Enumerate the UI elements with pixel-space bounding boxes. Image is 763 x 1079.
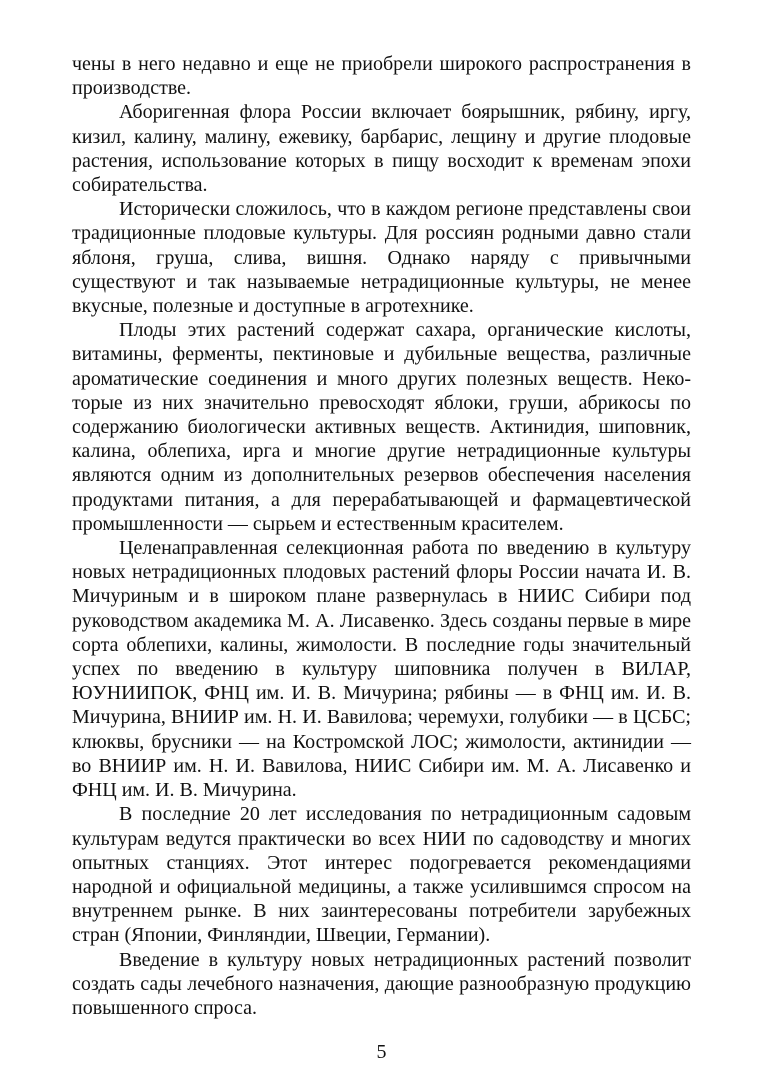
paragraph-conclusion: Введение в культуру новых нетрадиционных растений позволит создать сады лечебного назначения, дающие разнообразную продукцию повышенного спроса. [72, 948, 691, 1019]
paragraph-regional-crops: Исторически сложилось, что в каждом регионе представлены свои традиционные плодовые культуры. Для россиян родными давно стали яблоня, груша, слива, вишня. Однако наряду с привычными существуют и так называемые нетрадиционные культуры, не менее вкусные, полезные и доступные в агротехнике. [72, 198, 691, 318]
page-number: 5 [376, 1041, 387, 1063]
paragraph-recent-research: В последние 20 лет исследования по нетрадиционным садовым культурам ведутся практически во всех НИИ по садоводству и многих опытных станциях. Этот интерес подогревается рекомендациями народной и официальной медицины, а также усилившимся спросом на внутреннем рынке. В них заинтересованы потребители зарубежных стран (Японии, Финляндии, Швеции, Германии). [72, 803, 691, 947]
paragraph-fruit-composition: Плоды этих растений содержат сахара, органические кислоты, витамины, ферменты, пектиновые и дубильные вещества, различные ароматические соединения и много других полезных веществ. Некоторые из них значительно превосходят яблоки, груши, абрикосы по содержанию биологически активных веществ. Актинидия, шиповник, калина, облепиха, ирга и многие другие нетрадиционные культуры являются одним из дополнительных резервов обеспечения населения продуктами питания, а для перерабатывающей и фармацевтической промышленности — сырьем и естественным красителем. [72, 319, 691, 535]
page-body [72, 52, 691, 1020]
paragraph-native-flora: Аборигенная флора России включает боярышник, рябину, иргу, кизил, калину, малину, ежевику, барбарис, лещину и другие плодовые растения, использование которых в пищу восходит к временам эпохи собирательства. [72, 101, 691, 197]
paragraph-continuation: чены в него недавно и еще не приобрели широкого распространения в производстве. [72, 53, 691, 100]
paragraph-breeding-work: Целенаправленная селекционная работа по введению в культуру новых нетрадиционных плодовых растений флоры России начата И. В. Мичуриным и в широком плане развернулась в НИИС Сибири под руководством академика М. А. Лисавенко. Здесь созданы первые в мире сорта облепихи, калины, жимолости. В последние годы значительный успех по введению в культуру шиповника получен в ВИЛАР, ЮУНИИПОК, ФНЦ им. И. В. Мичурина; рябины — в ФНЦ им. И. В. Мичурина, ВНИИР им. Н. И. Вавилова; черемухи, голубики — в ЦСБС; клюквы, брусники — на Костромской ЛОС; жимолости, актинидии — во ВНИИР им. Н. И. Вавилова, НИИС Сибири им. М. А. Лисавенко и ФНЦ им. И. В. Мичурина. [72, 537, 691, 802]
